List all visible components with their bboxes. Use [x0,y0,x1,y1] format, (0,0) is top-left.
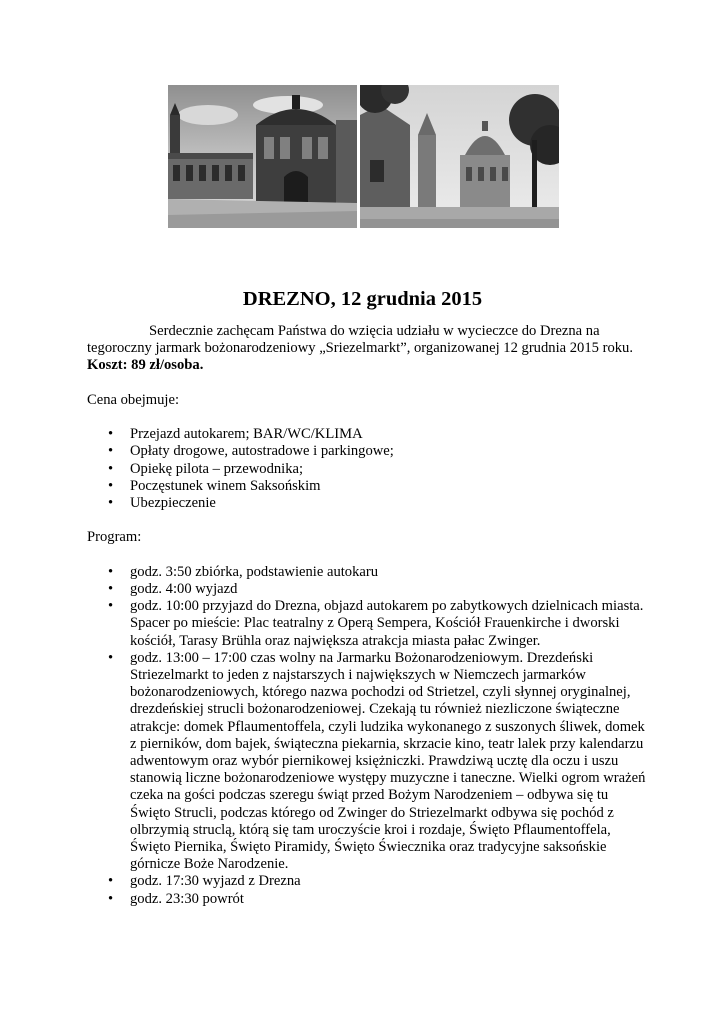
price-list [87,426,647,512]
list-item: • Ubezpieczenie [130,495,647,512]
list-item: • godz. 23:30 powrót [130,891,647,908]
list-item: • Poczęstunek winem Saksońskim [130,478,647,495]
list-item: • Opłaty drogowe, autostradowe i parkingowe; [130,443,647,460]
cost-line: Koszt: 89 zł/osoba. [87,357,204,374]
dresden-skyline-photo [360,85,559,228]
intro-paragraph: Serdecznie zachęcam Państwa do wzięcia udziału w wycieczce do Drezna na tegoroczny jarmark bożonarodzeniowy „Sriezelmarkt”, organizowanej 12 grudnia 2015 roku. [87,323,633,357]
price-section-label: Cena obejmuje: [87,391,179,408]
list-item: • godz. 17:30 wyjazd z Drezna [130,873,647,890]
list-item: • godz. 3:50 zbiórka, podstawienie autokaru [130,564,647,581]
list-item: • Przejazd autokarem; BAR/WC/KLIMA [130,426,647,443]
program-section-label: Program: [87,529,142,546]
list-item: • Opiekę pilota – przewodnika; [130,461,647,478]
document-body [87,323,647,908]
zwinger-palace-image [168,85,357,228]
list-item: • godz. 4:00 wyjazd [130,581,647,598]
header-photos [168,85,559,228]
list-item: • godz. 10:00 przyjazd do Drezna, objazd autokarem po zabytkowych dzielnicach miasta. Spacer po mieście: Plac teatralny z Operą Sempera, Kościół Frauenkirche i dworski kościół, Tarasy Brühla oraz największa atrakcja miasta pałac Zwinger. [130,598,647,650]
dresden-skyline-image [360,85,559,228]
list-item: • godz. 13:00 – 17:00 czas wolny na Jarmarku Bożonarodzeniowym. Drezdeński Striezelmarkt to jeden z najstarszych i największych w Niemczech jarmarków bożonarodzeniowych, którego nazwa pochodzi od Strietzel, czyli słynnej oryginalnej, drezdeńskiej strucli bożonarodzeniowej. Czekają tu również niezliczone świąteczne atrakcje: domek Pflaumentoffela, czyli ludzika wykonanego z suszonych śliwek, domek z pierników, dom bajek, świąteczna piekarnia, skrzacie kino, teatr lalek przy kalendarzu adwentowym oraz wybór piernikowej księżniczki. Prawdziwą ucztę dla oczu i uszu stanowią liczne bożonarodzeniowe występy muzyczne i taneczne. Wielki ogrom wrażeń czeka na gości podczas szeregu świąt przed Bożym Narodzeniem – odbywa się tu Święto Strucli, podczas którego od Zwinger do Striezelmarkt odbywa się pochód z olbrzymią struclą, którą się tam uroczyście kroi i rozdaje, Święto Pflaumentoffela, Święto Piernika, Święto Piramidy, Święto Świecznika oraz tradycyjne saksońskie górnicze Boże Narodzenie. [130,650,647,874]
page-title: DREZNO, 12 grudnia 2015 [242,288,483,310]
zwinger-palace-photo [168,85,357,228]
program-list [87,564,647,908]
